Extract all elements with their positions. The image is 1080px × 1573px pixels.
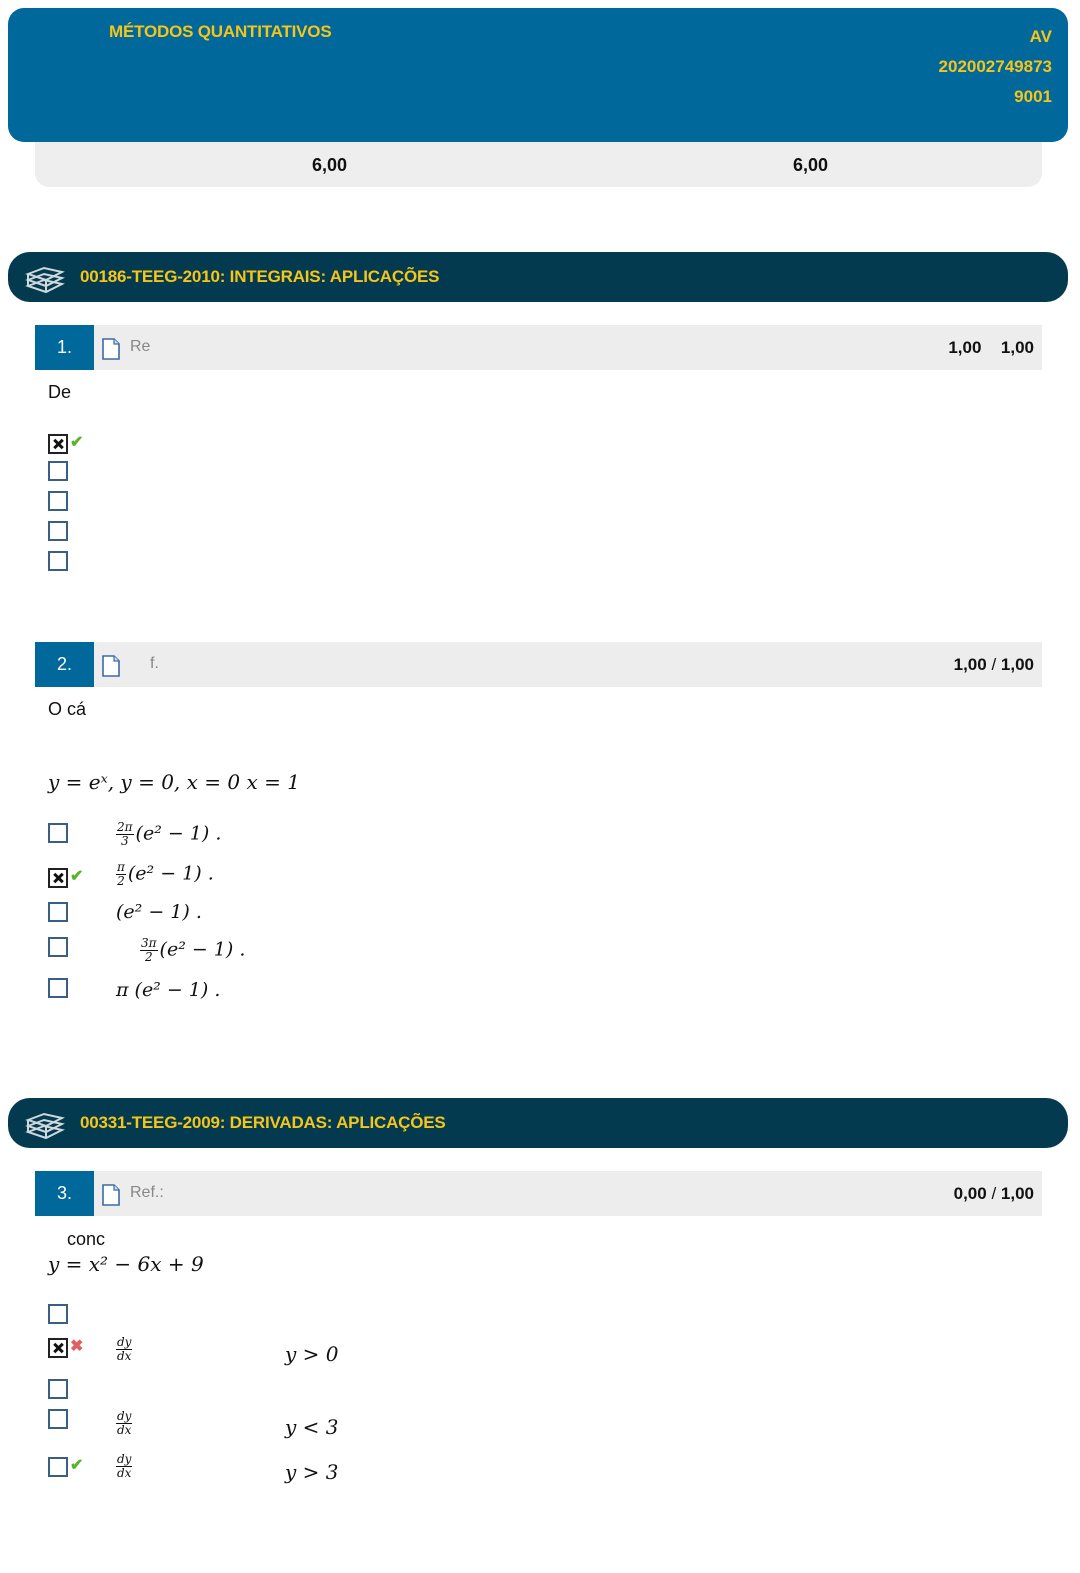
fraction: $\frac{dy}{dx}$ (117, 1452, 132, 1480)
checkbox[interactable] (48, 1304, 68, 1324)
checkbox[interactable] (48, 978, 68, 998)
question-score (954, 655, 1034, 675)
checkmark-icon: ✔ (70, 1457, 84, 1474)
option-b-condition: y > 0 (285, 1342, 339, 1366)
score-obtained: 1,00 (953, 655, 987, 674)
question-ref: Re (130, 338, 151, 355)
exam-info (939, 22, 1052, 112)
score-summary (35, 142, 1042, 187)
question-number: 1. (35, 325, 94, 370)
student-id: 202002749873 (938, 57, 1052, 76)
option-d-formula (116, 1410, 134, 1437)
option-expression: π (e² − 1) . (116, 979, 221, 1001)
checkbox[interactable] (48, 823, 68, 843)
exam-header (8, 8, 1068, 142)
document-icon[interactable] (102, 655, 120, 677)
fraction: $\frac{3\pi}{2}$ (141, 936, 157, 964)
question-bar (35, 325, 1042, 370)
fraction: $\frac{dy}{dx}$ (117, 1335, 132, 1363)
books-icon (24, 258, 66, 296)
question-ref: f. (150, 655, 159, 672)
option-e-formula (116, 979, 220, 1001)
section-title: 00186-TEEG-2010: INTEGRAIS: APLICAÇÕES (80, 267, 440, 286)
question-number: 2. (35, 642, 94, 687)
question-text: conc (67, 1229, 106, 1249)
question-text: De (48, 382, 72, 402)
question-equation: y = eˣ, y = 0, x = 0 x = 1 (48, 770, 300, 794)
question-number: 3. (35, 1171, 94, 1216)
checkbox[interactable] (48, 902, 68, 922)
score-left: 6,00 (312, 155, 348, 175)
section-title: 00331-TEEG-2009: DERIVADAS: APLICAÇÕES (80, 1113, 446, 1132)
question-bar (35, 642, 1042, 687)
option-e-formula (116, 1453, 134, 1480)
option-e-condition: y > 3 (285, 1460, 339, 1484)
checkbox[interactable] (48, 491, 68, 511)
option-expression: (e² − 1) . (135, 822, 222, 845)
checkbox[interactable] (48, 521, 68, 541)
option-b-formula (116, 861, 214, 888)
fraction: $\frac{\pi}{2}$ (117, 860, 125, 888)
checkbox[interactable] (48, 434, 68, 454)
option-expression: (e² − 1) . (159, 938, 246, 961)
checkbox[interactable] (48, 461, 68, 481)
score-obtained: 0,00 (953, 1184, 987, 1203)
option-a-formula (116, 821, 221, 848)
option-d-formula (140, 937, 245, 964)
option-expression: (e² − 1) . (116, 901, 202, 923)
checkbox[interactable] (48, 551, 68, 571)
checkmark-icon: ✔ (70, 868, 84, 885)
score-obtained: 1,00 (948, 338, 982, 357)
fraction: $\frac{dy}{dx}$ (117, 1409, 132, 1437)
checkmark-icon: ✔ (70, 434, 84, 451)
exam-code: AV (1029, 27, 1052, 46)
course-title: MÉTODOS QUANTITATIVOS (109, 22, 332, 41)
checkbox[interactable] (48, 1379, 68, 1399)
class-code: 9001 (1014, 87, 1052, 106)
option-expression: (e² − 1) . (127, 862, 214, 885)
option-b-formula (116, 1336, 134, 1363)
score-total: 1,00 (1000, 338, 1034, 357)
option-d-condition: y < 3 (285, 1415, 339, 1439)
checkbox[interactable] (48, 1457, 68, 1477)
section-header-integrais (8, 252, 1068, 302)
question-bar (35, 1171, 1042, 1216)
books-icon (24, 1104, 66, 1142)
question-text: O cá (48, 699, 87, 719)
checkbox[interactable] (48, 868, 68, 888)
checkbox[interactable] (48, 1338, 68, 1358)
score-separator: / (991, 1184, 997, 1203)
fraction: $\frac{2\pi}{3}$ (117, 820, 133, 848)
cross-icon: ✖ (70, 1338, 84, 1355)
document-icon[interactable] (102, 338, 120, 360)
checkbox[interactable] (48, 1409, 68, 1429)
question-ref: Ref.: (130, 1184, 164, 1201)
question-equation: y = x² − 6x + 9 (48, 1252, 204, 1276)
checkbox[interactable] (48, 937, 68, 957)
document-icon[interactable] (102, 1184, 120, 1206)
question-score (954, 1184, 1034, 1204)
question-score (948, 338, 1034, 358)
score-total: 1,00 (1000, 1184, 1034, 1203)
score-separator: / (991, 655, 997, 674)
score-total: 1,00 (1000, 655, 1034, 674)
score-right: 6,00 (793, 155, 829, 175)
option-c-formula (116, 901, 202, 923)
section-header-derivadas (8, 1098, 1068, 1148)
